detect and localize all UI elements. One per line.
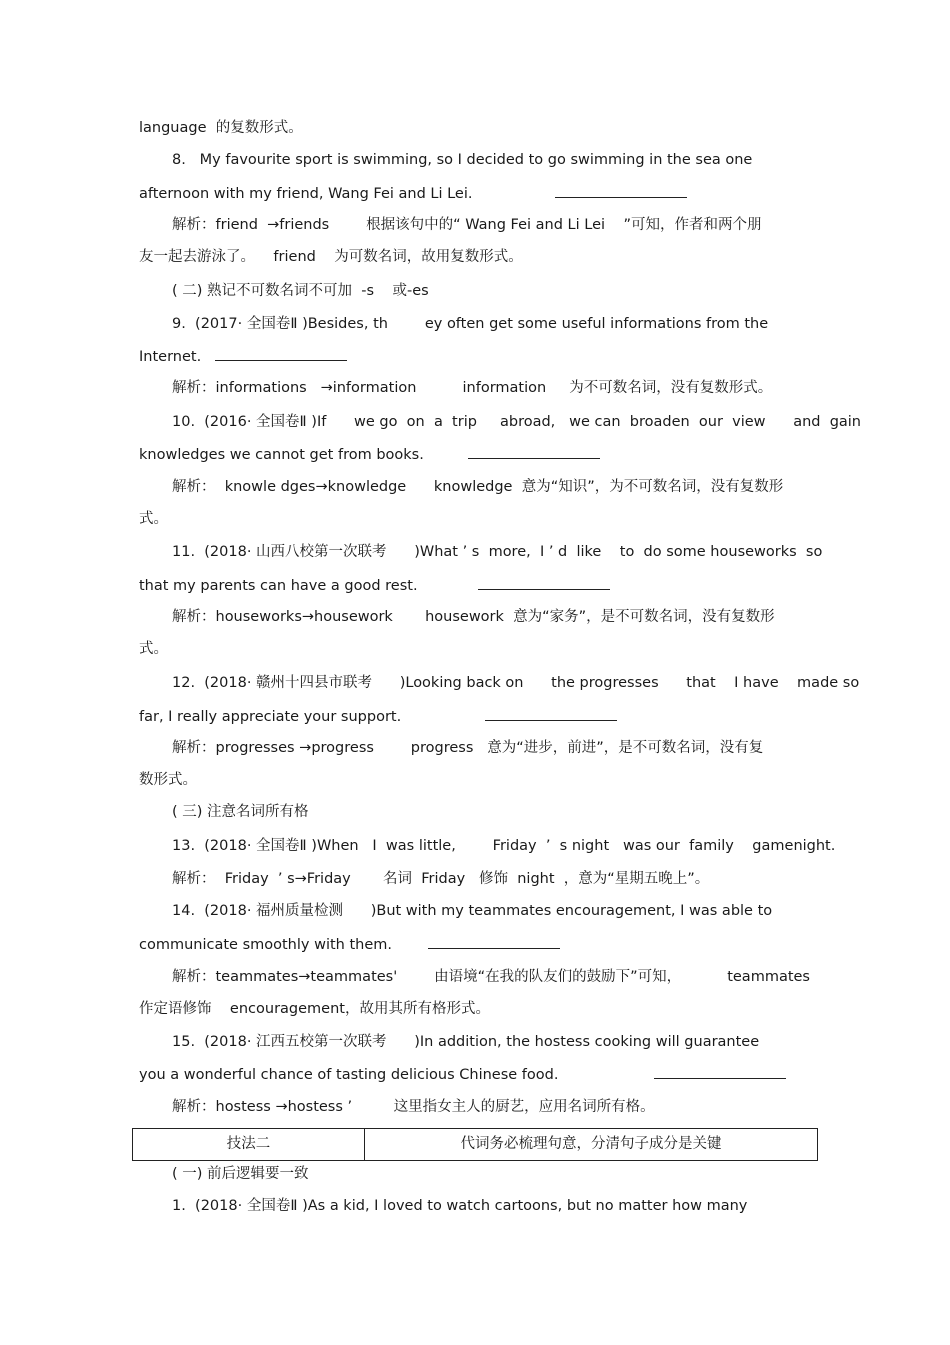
analysis-15: 解析：hostess →hostess ’ 这里指女主人的厨艺，应用名词所有格。 [172, 1099, 655, 1115]
text-line [139, 1064, 786, 1085]
text-line [139, 575, 610, 596]
text-line: 作定语修饰 encouragement，故用其所有格形式。 [139, 1001, 490, 1017]
text-fragment: communicate smoothly with them. [139, 937, 392, 953]
text-line [139, 183, 687, 204]
text-fragment: you a wonderful chance of tasting delicious Chinese food. [139, 1067, 559, 1083]
answer-blank[interactable] [478, 575, 610, 590]
section-heading: ( 三) 注意名词所有格 [172, 804, 309, 820]
text-fragment: Internet. [139, 349, 202, 365]
text-line [139, 346, 347, 367]
analysis-14: 解析：teammates→teammates' 由语境“在我的队友们的鼓励下”可知， teammates [172, 969, 810, 985]
question-15: 15. (2018· 江西五校第一次联考 )In addition, the hostess cooking will guarantee [172, 1034, 760, 1050]
question-1: 1. (2018· 全国卷Ⅱ )As a kid, I loved to watch cartoons, but no matter how many [172, 1198, 748, 1214]
text-fragment: that my parents can have a good rest. [139, 578, 418, 594]
text-line: 式。 [139, 511, 168, 527]
table-cell-description: 代词务必梳理句意，分清句子成分是关键 [460, 1136, 722, 1152]
answer-blank[interactable] [654, 1064, 786, 1079]
answer-blank[interactable] [468, 444, 600, 459]
answer-blank[interactable] [485, 706, 617, 721]
answer-blank[interactable] [428, 934, 560, 949]
question-12: 12. (2018· 赣州十四县市联考 )Looking back on the progresses that I have made so [172, 675, 860, 691]
text-line: 式。 [139, 641, 168, 657]
text-fragment: afternoon with my friend, Wang Fei and Li Lei. [139, 186, 473, 202]
text-line: 友一起去游泳了。 friend 为可数名词，故用复数形式。 [139, 249, 523, 265]
answer-blank[interactable] [555, 183, 687, 198]
analysis-9: 解析：informations →information information 为不可数名词，没有复数形式。 [172, 380, 773, 396]
question-9: 9. (2017· 全国卷Ⅱ )Besides, th ey often get some useful informations from the [172, 316, 769, 332]
question-13: 13. (2018· 全国卷Ⅱ )When I was little, Friday ’ s night was our family gamenight. [172, 838, 836, 854]
text-line: language 的复数形式。 [139, 120, 303, 136]
text-fragment: knowledges we cannot get from books. [139, 447, 424, 463]
section-heading: ( 一) 前后逻辑要一致 [172, 1166, 309, 1182]
text-line: 数形式。 [139, 772, 197, 788]
question-8: 8. My favourite sport is swimming, so I decided to go swimming in the sea one [172, 152, 753, 168]
text-fragment: far, I really appreciate your support. [139, 709, 402, 725]
table-cell-technique: 技法二 [133, 1129, 365, 1160]
text-line [139, 934, 560, 955]
question-11: 11. (2018· 山西八校第一次联考 )What ’ s more, I ’ d like to do some houseworks so [172, 544, 823, 560]
text-line [139, 706, 617, 727]
answer-blank[interactable] [215, 346, 347, 361]
section-heading: ( 二) 熟记不可数名词不可加 -s 或-es [172, 283, 429, 299]
analysis-11: 解析：houseworks→housework housework 意为“家务”，是不可数名词，没有复数形 [172, 609, 775, 625]
analysis-13: 解析： Friday ’ s→Friday 名词 Friday 修饰 night ，意为“星期五晚上”。 [172, 871, 710, 887]
question-10: 10. (2016· 全国卷Ⅱ )If we go on a trip abroad, we can broaden our view and gain [172, 414, 861, 430]
analysis-8: 解析：friend →friends 根据该句中的“ Wang Fei and Li Lei ”可知，作者和两个朋 [172, 217, 762, 233]
text-line [139, 444, 600, 465]
analysis-12: 解析：progresses →progress progress 意为“进步，前进”，是不可数名词，没有复 [172, 740, 764, 756]
technique-table [132, 1128, 818, 1161]
question-14: 14. (2018· 福州质量检测 )But with my teammates encouragement, I was able to [172, 903, 773, 919]
analysis-10: 解析： knowle dges→knowledge knowledge 意为“知识”，为不可数名词，没有复数形 [172, 479, 784, 495]
